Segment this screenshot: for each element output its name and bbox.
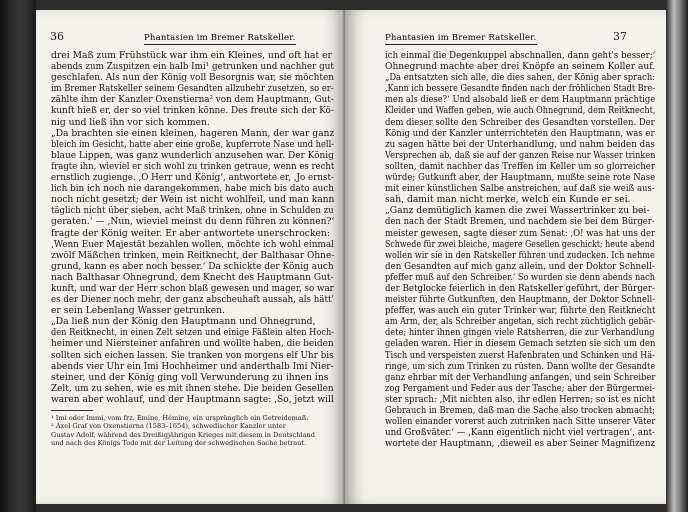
text-line: nig und ließ ihn vor sich kommen. — [51, 116, 210, 128]
page-number-left: 36 — [50, 30, 64, 43]
text-line: ‚Kann ich bessere Gesandte finden nach der fröhlichen Stadt Bre- — [385, 83, 655, 95]
text-line: fragte ihn, wieviel er sich wohl zu trinken getraue, wenn es recht — [51, 160, 335, 172]
text-line: waren aber wohlauf, und der Hauptmann sagte: ‚So, jetzt will — [51, 393, 334, 405]
text-line: geraten.‘ — ‚Nun, wieviel meinst du denn führen zu können?‘ — [51, 216, 335, 228]
text-line: ringe, um sich zum Trinken zu rüsten. Dann wollte der Gesandte — [385, 360, 656, 372]
text-line: kunft, und war der Herr schon blaß gewesen und mager, so war — [51, 282, 334, 294]
right-page-body — [385, 50, 655, 449]
text-line: Zelt, um zu sehen, wie es mit ihnen stehe. Die beiden Gesellen — [51, 382, 334, 394]
text-line: kunft hieß er, der so viel trinken könne. Des freute sich der Kö- — [51, 105, 334, 117]
text-line: heimer und Niersteiner anfahren und wollte haben, die beiden — [51, 338, 334, 350]
book-edge-right — [666, 0, 688, 512]
left-page-body — [51, 50, 334, 405]
text-line: bleich im Gesicht, hatte aber eine große, kupferrote Nase und hell- — [51, 138, 335, 150]
text-line: ‚Wenn Euer Majestät bezahlen wollen, möchte ich wohl einmal — [51, 238, 334, 250]
text-line: Tisch und verspeisten zuerst Hafenbraten und Schinken und Hä- — [385, 349, 655, 361]
text-line: meister führte Gutkunften, den Hauptmann, der Doktor Schnell- — [385, 294, 655, 306]
right-page — [345, 10, 666, 504]
text-line: dem dieser sollte den Schreiber des Gesandten vorstellen. Der — [385, 116, 655, 128]
text-line: würde; Gutkunft aber, der Hauptmann, mußte seine rote Nase — [385, 172, 656, 184]
text-line: zwölf Mäßchen trinken, mein Reitknecht, der Balthasar Ohne- — [51, 249, 335, 261]
text-line: Kleider und Waffen geben, wie auch Ohnegrund, dem Reitknecht, — [385, 105, 656, 117]
text-line: Gebrauch in Bremen, daß man die Sache also trocken abmacht; — [385, 405, 656, 416]
text-line: pfeffer, was auch ein guter Trinker war, führte den Reitknecht — [385, 305, 656, 317]
text-line: im Bremer Ratskeller seinem Gesandten allzuhehr zusetzen, so er- — [51, 83, 334, 95]
footnote-line: ² Axel Graf von Oxenstierna (1583–1654), schwedischer Kanzler unter — [51, 422, 286, 431]
text-line: geschlafen. Als nun der König voll Besorgnis war, sie möchten — [51, 72, 335, 84]
text-line: sollten, damit nachher das Treffen im Keller um so glorreicher — [385, 160, 655, 172]
running-head-right: Phantasien im Bremer Ratskeller. — [385, 33, 537, 43]
text-line: den Reitknecht, in einen Zelt setzen und einige Fäßlein alten Hoch- — [51, 327, 335, 339]
text-line: „Da brachten sie einen kleinen, hageren Mann, der war ganz — [51, 127, 335, 139]
footnote-line: Gustav Adolf, während des Dreißigjährigen Krieges mit diesem in Deutschland — [51, 430, 315, 439]
footnote-line: ¹ Imi oder Immi, vom frz. Émine, Hémine, ein ursprünglich ein Getreidemaß. — [51, 414, 309, 422]
text-line: steiner, und der König ging voll Verwunderung zu ihnen ins — [51, 371, 329, 383]
text-line: zählte ihm der Kanzler Oxenstierna² von dem Hauptmann, Gut- — [51, 94, 334, 106]
text-line: pfeffer muß auf den Schreiber.‘ So wurden sie denn abends nach — [385, 271, 655, 283]
text-line: abends vier Uhr ein Imi Hochheimer und anderthalb Imi Nier- — [51, 360, 334, 372]
text-line: König und der Kanzler unterrichteten den Hauptmann, was er — [385, 127, 655, 139]
text-line: der Betglocke feierlich in den Ratskeller geführt, der Bürger- — [385, 282, 655, 294]
text-line: er sein Lebenlang Wasser getrunken. — [51, 305, 225, 317]
text-line: den Gesandten auf mich ganz allein, und der Doktor Schnell- — [385, 260, 655, 272]
text-line: „Da entsatzten sich alle, die dies sahen, der König aber sprach: — [385, 72, 656, 84]
text-line: Versprechen ab, daß sie auf der ganzen Reise nur Wasser trinken — [385, 149, 656, 161]
text-line: sollten sich eichen lassen. Sie tranken von morgens elf Uhr bis — [51, 349, 334, 361]
text-line: „Ganz demütiglich kamen die zwei Wassertrinker zu bei- — [385, 205, 650, 217]
text-line: täglich nicht über sieben, acht Maß trinken, ohne in Schulden zu — [51, 205, 334, 217]
text-line: geladen waren. Hier in diesem Gemach setzten sie sich um den — [385, 338, 656, 350]
book-edge-left — [0, 0, 36, 512]
text-line: abends zum Zuspitzen ein halb Imi¹ getrunken und nachher gut — [51, 61, 334, 73]
left-page — [36, 10, 345, 504]
text-line: ster sprach: ‚Mit nichten also, ihr edlen Herren; so ist es nicht — [385, 393, 656, 405]
text-line: mit einer künstlichen Salbe anstreichen, auf daß sie weiß aus- — [385, 183, 655, 195]
text-line: zog Pergament und Feder aus der Tasche; aber der Bürgermei- — [385, 382, 655, 394]
footnotes-left — [51, 414, 334, 448]
text-line: wollen wir sie in den Ratskeller führen und zudecken. Ich nehme — [385, 249, 655, 261]
page-number-right: 37 — [613, 30, 627, 43]
text-line: Schwede für zwei bleiche, magere Gesellen geschickt; heute abend — [385, 238, 655, 250]
text-line: dete; hinter ihnen gingen viele Ratsherren, die zur Verhandlung — [385, 327, 655, 339]
text-line: blaue Lippen, was ganz wunderlich anzusehen war. Der König — [51, 149, 334, 161]
text-line: den nach der Stadt Bremen, und nachdem sie bei dem Bürger- — [385, 216, 655, 228]
text-line: lich bin ich noch nie darangekommen, habe mich bis dato auch — [51, 183, 334, 195]
text-line: und Großväter.‘ — ‚Kann eigentlich nicht viel vertragen‘, ant- — [385, 427, 655, 439]
text-line: ich einmal die Degenkuppel abschnallen, dann geht's besser;‘ — [385, 50, 656, 61]
text-line: zu sagen hätte bei der Unterhandlung, und nahm beiden das — [385, 138, 655, 150]
text-line: sah, damit man nicht merke, welch ein Kunde er sei. — [385, 194, 631, 206]
text-line: meister gewesen, sagte dieser zum Senat: ‚O! was hat uns der — [385, 227, 656, 239]
text-line: es der Diener noch mehr, der ganz abscheuhaft aussah, als hätt' — [51, 294, 334, 306]
text-line: nach Balthasar Ohnegrund, dem Knecht des Hauptmann Gut- — [51, 271, 334, 283]
footnote-line: und nach des Königs Tode mit der Leitung der schwedischen Sache betraut. — [51, 439, 307, 448]
text-line: Ohnegrund machte aber drei Knöpfe an seinem Koller auf. — [385, 61, 656, 73]
text-line: wortete der Hauptmann, ‚dieweil es aber Seiner Magnifizenz — [385, 438, 656, 450]
text-line: noch nicht gesetzt; der Wein ist nicht wohlfeil, und man kann — [51, 194, 335, 206]
text-line: ganz ehrbar mit der Verhandlung anfangen, und sein Schreiber — [385, 371, 656, 383]
text-line: drei Maß zum Frühstück war ihm ein Kleines, und oft hat er — [51, 50, 332, 61]
text-line: wollen einander vorerst auch zutrinken nach Sitte unserer Väter — [385, 416, 656, 428]
text-line: am Arm, der, als Schreiber angetan, sich recht züchtiglich gebär- — [385, 316, 656, 328]
text-line: „Da ließ nun der König den Hauptmann und Ohnegrund, — [51, 316, 316, 328]
running-head-left: Phantasien im Bremer Ratskeller. — [144, 33, 296, 43]
footnote-rule-left — [51, 410, 93, 411]
text-line: fragte der König weiter. Er aber antwortete unerschrocken: — [51, 227, 330, 239]
text-line: men als diese?‘ Und alsobald ließ er dem Hauptmann prächtige — [385, 94, 656, 106]
text-line: ernstlich zugienge. ‚O Herr und König‘, antwortete er, ‚Jo ernst- — [51, 172, 334, 184]
text-line: grund, kann es aber noch besser.‘ Da schickte der König auch — [51, 260, 334, 272]
